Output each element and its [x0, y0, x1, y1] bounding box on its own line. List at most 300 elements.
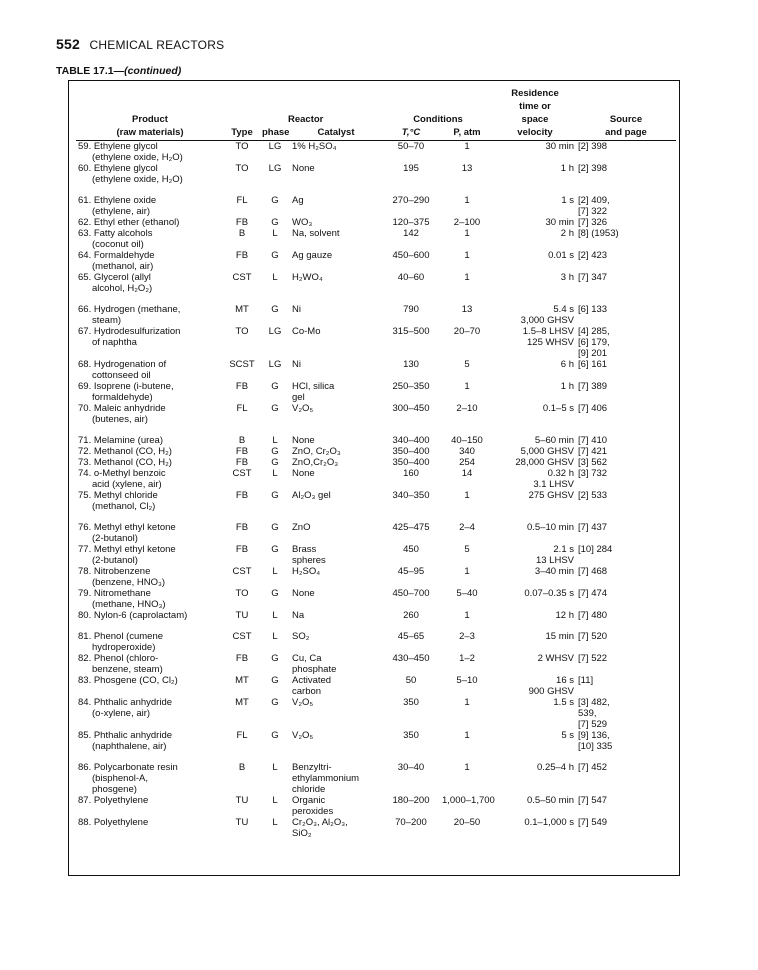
cell-product-line: 68. Hydrogenation of: [78, 359, 167, 370]
cell-pressure: 340: [459, 446, 475, 457]
table-label: TABLE 17.1: [56, 65, 114, 77]
cell-residence-line: 3,000 GHSV: [520, 315, 574, 326]
cell-phase: LG: [268, 326, 282, 337]
cell-residence-line: 5–60 min: [534, 435, 574, 446]
cell-source: [576, 653, 676, 675]
cell-catalyst: [290, 359, 382, 381]
cell-source: [576, 588, 676, 610]
cell-source: [576, 326, 676, 359]
cell-temperature: 50: [405, 675, 417, 686]
cell-residence-line: 1.5 s: [553, 697, 574, 708]
cell-type: MT: [235, 675, 249, 686]
cell-product-line: 81. Phenol (cumene: [78, 631, 164, 642]
cell-product-line: 65. Glycerol (allyl: [78, 272, 151, 283]
cell-pressure: 1: [464, 250, 470, 261]
cell-residence-line: 28,000 GHSV: [515, 457, 574, 468]
cell-source: [576, 425, 676, 446]
cell-catalyst-line: V₂O₅: [292, 403, 314, 414]
cell-source-line: [7] 529: [578, 719, 608, 730]
cell-type: B: [238, 228, 246, 239]
cell-product-line: (methanol, air): [92, 261, 154, 272]
cell-product-line: 71. Melamine (urea): [78, 435, 164, 446]
cell-product-line: (benzene, HNO₃): [92, 577, 166, 588]
table-row: [76, 272, 676, 294]
cell-source: [576, 730, 676, 752]
cell-product-line: 63. Fatty alcohols: [78, 228, 153, 239]
cell-source: [576, 250, 676, 272]
cell-source: [576, 752, 676, 795]
cell-catalyst: [290, 228, 382, 250]
cell-source-line: [2] 409,: [578, 195, 610, 206]
cell-residence-line: 15 min: [545, 631, 574, 642]
cell-catalyst: [290, 425, 382, 446]
cell-product-line: (ethylene oxide, H₂O): [92, 174, 183, 185]
cell-residence-line: 16 s: [556, 675, 574, 686]
table-row: [76, 675, 676, 697]
cell-temperature: 450–700: [392, 588, 430, 599]
cell-source: [576, 817, 676, 839]
cell-source-line: [7] 326: [578, 217, 608, 228]
cell-catalyst-line: Activated: [292, 675, 332, 686]
cell-source-line: [7] 437: [578, 522, 608, 533]
cell-source-line: [2] 398: [578, 163, 608, 174]
cell-product: [76, 621, 224, 653]
cell-pressure: 1: [464, 228, 470, 239]
cell-phase: G: [271, 381, 279, 392]
cell-source-line: [7] 452: [578, 762, 608, 773]
cell-product: [76, 544, 224, 566]
cell-temperature: 30–40: [397, 762, 425, 773]
cell-phase: G: [271, 250, 279, 261]
cell-pressure: 2–10: [456, 403, 478, 414]
table-row: [76, 457, 676, 468]
cell-catalyst-line: ZnO,Cr₂O₃: [292, 457, 339, 468]
cell-source-line: [6] 179,: [578, 337, 610, 348]
cell-type: TU: [235, 817, 249, 828]
cell-residence: [494, 141, 576, 164]
cell-type: FB: [235, 217, 249, 228]
table-row: [76, 730, 676, 752]
cell-residence: [494, 653, 576, 675]
cell-catalyst-line: Ag: [292, 195, 304, 206]
cell-residence-line: 6 h: [560, 359, 574, 370]
cell-product-line: steam): [92, 315, 122, 326]
cell-residence-line: 0.25–4 h: [537, 762, 574, 773]
cell-temperature: 315–500: [392, 326, 430, 337]
cell-catalyst: [290, 544, 382, 566]
cell-type: FB: [235, 653, 249, 664]
cell-temperature: 260: [403, 610, 419, 621]
cell-temperature: 350–400: [392, 446, 430, 457]
col-residence-line1: Residence: [511, 88, 559, 99]
cell-residence-line: 3 h: [560, 272, 574, 283]
cell-product-line: 73. Methanol (CO, H₂): [78, 457, 172, 468]
cell-product-line: (methane, HNO₃): [92, 599, 166, 610]
cell-phase: G: [271, 457, 279, 468]
cell-residence: [494, 566, 576, 588]
cell-product: [76, 675, 224, 697]
cell-residence: [494, 425, 576, 446]
cell-pressure: 1: [464, 697, 470, 708]
cell-product-line: (o-xylene, air): [92, 708, 151, 719]
col-residence-line2: time or: [519, 101, 551, 112]
cell-catalyst: [290, 403, 382, 425]
cell-residence: [494, 697, 576, 730]
col-source-line2: and page: [576, 127, 676, 141]
cell-product-line: 74. o-Methyl benzoic: [78, 468, 166, 479]
cell-phase: L: [272, 610, 278, 621]
cell-phase: G: [271, 403, 279, 414]
cell-phase: G: [271, 490, 279, 501]
cell-source: [576, 544, 676, 566]
cell-residence: [494, 250, 576, 272]
cell-type: TO: [235, 588, 249, 599]
cell-temperature: 425–475: [392, 522, 430, 533]
cell-product-line: 70. Maleic anhydride: [78, 403, 166, 414]
cell-phase: L: [272, 228, 278, 239]
cell-source-line: [7] 480: [578, 610, 608, 621]
table-row: [76, 228, 676, 250]
cell-residence-line: 0.1–5 s: [542, 403, 574, 414]
table-row: [76, 621, 676, 653]
cell-source: [576, 228, 676, 250]
cell-phase: G: [271, 217, 279, 228]
cell-source: [576, 610, 676, 621]
page-number: 552: [56, 36, 80, 52]
cell-catalyst-line: Ni: [292, 359, 301, 370]
cell-temperature: 340–350: [392, 490, 430, 501]
table-row: [76, 326, 676, 359]
table-row: [76, 817, 676, 839]
cell-product-line: (ethylene, air): [92, 206, 151, 217]
cell-temperature: 45–95: [397, 566, 425, 577]
cell-source-line: [3] 732: [578, 468, 608, 479]
cell-type: FB: [235, 522, 249, 533]
cell-product: [76, 795, 224, 817]
table-row: [76, 217, 676, 228]
cell-catalyst-line: V₂O₅: [292, 697, 314, 708]
cell-temperature: 40–60: [397, 272, 425, 283]
cell-source-line: [7] 522: [578, 653, 608, 664]
table-row: [76, 294, 676, 326]
cell-product-line: (naphthalene, air): [92, 741, 167, 752]
cell-product: [76, 446, 224, 457]
cell-catalyst: [290, 250, 382, 272]
cell-pressure: 2–4: [459, 522, 475, 533]
cell-product: [76, 359, 224, 381]
cell-product-line: 66. Hydrogen (methane,: [78, 304, 181, 315]
cell-type: FB: [235, 381, 249, 392]
cell-product-line: 72. Methanol (CO, H₂): [78, 446, 172, 457]
cell-product: [76, 294, 224, 326]
cell-type: CST: [232, 631, 252, 642]
cell-pressure: 1: [464, 566, 470, 577]
cell-source-line: [7] 547: [578, 795, 608, 806]
cell-source-line: [3] 482,: [578, 697, 610, 708]
col-conditions: Conditions: [413, 114, 463, 125]
cell-catalyst: [290, 468, 382, 490]
cell-product: [76, 185, 224, 217]
cell-source-line: [3] 562: [578, 457, 608, 468]
cell-residence: [494, 752, 576, 795]
cell-product-line: of naphtha: [92, 337, 137, 348]
cell-product: [76, 217, 224, 228]
cell-product-line: hydroperoxide): [92, 642, 156, 653]
cell-catalyst: [290, 141, 382, 164]
cell-phase: G: [271, 675, 279, 686]
cell-residence-line: 3–40 min: [534, 566, 574, 577]
table-row: [76, 566, 676, 588]
cell-source: [576, 468, 676, 490]
cell-catalyst: [290, 697, 382, 730]
col-product-line2: (raw materials): [76, 127, 224, 141]
cell-temperature: 180–200: [392, 795, 430, 806]
cell-catalyst-line: ZnO, Cr₂O₃: [292, 446, 341, 457]
cell-type: SCST: [229, 359, 255, 370]
cell-product-line: 78. Nitrobenzene: [78, 566, 151, 577]
table-head: [76, 88, 676, 141]
cell-temperature: 50–70: [397, 141, 425, 152]
cell-source-line: [6] 161: [578, 359, 608, 370]
cell-catalyst: [290, 490, 382, 512]
cell-source: [576, 381, 676, 403]
cell-residence-line: 2 WHSV: [537, 653, 574, 664]
cell-catalyst-line: None: [292, 163, 315, 174]
cell-residence-line: 0.5–50 min: [526, 795, 574, 806]
cell-product-line: (ethylene oxide, H₂O): [92, 152, 183, 163]
cell-residence: [494, 381, 576, 403]
cell-type: TO: [235, 326, 249, 337]
cell-pressure: 5: [464, 544, 470, 555]
cell-product: [76, 566, 224, 588]
cell-residence: [494, 359, 576, 381]
cell-catalyst-line: spheres: [292, 555, 326, 566]
cell-product: [76, 588, 224, 610]
cell-product-line: 59. Ethylene glycol: [78, 141, 158, 152]
cell-residence: [494, 512, 576, 544]
cell-residence-line: 3.1 LHSV: [533, 479, 574, 490]
cell-pressure: 20–50: [453, 817, 481, 828]
cell-residence-line: 1 h: [560, 381, 574, 392]
cell-residence: [494, 217, 576, 228]
cell-catalyst-line: Organic: [292, 795, 326, 806]
cell-source: [576, 359, 676, 381]
cell-catalyst-line: H₂SO₄: [292, 566, 321, 577]
cell-catalyst-line: peroxides: [292, 806, 334, 817]
cell-phase: L: [272, 817, 278, 828]
cell-phase: G: [271, 653, 279, 664]
cell-source: [576, 566, 676, 588]
running-header: [56, 36, 224, 52]
cell-catalyst-line: ethylammonium: [292, 773, 360, 784]
cell-product-line: 86. Polycarbonate resin: [78, 762, 178, 773]
cell-catalyst: [290, 381, 382, 403]
cell-residence-line: 1 s: [561, 195, 574, 206]
table-row: [76, 795, 676, 817]
cell-product-line: (methanol, Cl₂): [92, 501, 156, 512]
table-row: [76, 697, 676, 730]
cell-catalyst: [290, 730, 382, 752]
cell-product: [76, 163, 224, 185]
cell-catalyst-line: Co-Mo: [292, 326, 321, 337]
cell-product: [76, 610, 224, 621]
cell-residence: [494, 403, 576, 425]
table-row: [76, 141, 676, 164]
cell-product-line: (bisphenol-A,: [92, 773, 148, 784]
col-reactor: Reactor: [288, 114, 324, 125]
cell-catalyst: [290, 653, 382, 675]
cell-temperature: 70–200: [395, 817, 427, 828]
cell-source: [576, 446, 676, 457]
cell-residence-line: 1 h: [560, 163, 574, 174]
cell-product: [76, 752, 224, 795]
col-residence-line3: space: [521, 114, 549, 125]
cell-residence: [494, 457, 576, 468]
cell-catalyst-line: carbon: [292, 686, 322, 697]
cell-pressure: 2–3: [459, 631, 475, 642]
table-row: [76, 610, 676, 621]
cell-catalyst-line: Cr₂O₃, Al₂O₃,: [292, 817, 348, 828]
cell-type: FL: [236, 403, 248, 414]
cell-pressure: 5: [464, 359, 470, 370]
cell-product-line: 82. Phenol (chloro-: [78, 653, 159, 664]
cell-residence-line: 0.07–0.35 s: [524, 588, 574, 599]
cell-pressure: 5–10: [456, 675, 478, 686]
cell-catalyst-line: ZnO: [292, 522, 311, 533]
cell-product-line: formaldehyde): [92, 392, 153, 403]
cell-residence: [494, 817, 576, 839]
cell-source: [576, 403, 676, 425]
cell-residence-line: 5,000 GHSV: [520, 446, 574, 457]
cell-phase: G: [271, 522, 279, 533]
col-pressure: P, atm: [440, 127, 494, 141]
table-row: [76, 653, 676, 675]
cell-pressure: 1–2: [459, 653, 475, 664]
running-title: CHEMICAL REACTORS: [89, 38, 225, 52]
cell-catalyst: [290, 446, 382, 457]
cell-temperature: 45–65: [397, 631, 425, 642]
cell-source: [576, 217, 676, 228]
cell-temperature: 450: [403, 544, 419, 555]
cell-residence: [494, 544, 576, 566]
cell-product-line: 79. Nitromethane: [78, 588, 151, 599]
cell-source-line: [7] 347: [578, 272, 608, 283]
cell-product-line: acid (xylene, air): [92, 479, 162, 490]
cell-phase: LG: [268, 163, 282, 174]
cell-product: [76, 326, 224, 359]
table-row: [76, 468, 676, 490]
cell-product-line: 64. Formaldehyde: [78, 250, 155, 261]
cell-temperature: 340–400: [392, 435, 430, 446]
cell-residence: [494, 272, 576, 294]
cell-temperature: 300–450: [392, 403, 430, 414]
cell-type: FB: [235, 457, 249, 468]
cell-residence-line: 13 LHSV: [535, 555, 574, 566]
cell-product: [76, 697, 224, 730]
cell-type: TU: [235, 795, 249, 806]
cell-phase: G: [271, 588, 279, 599]
cell-product: [76, 228, 224, 250]
col-type: Type: [224, 127, 260, 141]
table-row: [76, 250, 676, 272]
cell-source-line: [7] 468: [578, 566, 608, 577]
cell-product-line: (2-butanol): [92, 533, 138, 544]
cell-catalyst: [290, 326, 382, 359]
table-row: [76, 425, 676, 446]
cell-source-line: [2] 398: [578, 141, 608, 152]
cell-product-line: 85. Phthalic anhydride: [78, 730, 173, 741]
cell-catalyst-line: 1% H₂SO₄: [292, 141, 337, 152]
cell-product: [76, 730, 224, 752]
cell-pressure: 1,000–1,700: [442, 795, 495, 806]
cell-product: [76, 457, 224, 468]
cell-catalyst-line: WO₃: [292, 217, 313, 228]
cell-catalyst-line: V₂O₅: [292, 730, 314, 741]
cell-catalyst-line: Na, solvent: [292, 228, 340, 239]
table-continued: —(continued): [113, 65, 182, 77]
cell-product-line: alcohol, H₂O₂): [92, 283, 153, 294]
cell-source-line: [7] 421: [578, 446, 608, 457]
cell-source: [576, 490, 676, 512]
table-row: [76, 403, 676, 425]
reactor-table: [76, 88, 676, 839]
cell-phase: L: [272, 435, 278, 446]
cell-pressure: 14: [461, 468, 473, 479]
cell-product-line: 87. Polyethylene: [78, 795, 149, 806]
table-row: [76, 163, 676, 185]
cell-catalyst: [290, 817, 382, 839]
cell-pressure: 13: [461, 304, 473, 315]
cell-source: [576, 163, 676, 185]
cell-source-line: [7] 549: [578, 817, 608, 828]
cell-residence-line: 30 min: [545, 217, 574, 228]
cell-catalyst-line: Na: [292, 610, 305, 621]
cell-pressure: 254: [459, 457, 475, 468]
cell-residence: [494, 795, 576, 817]
table-row: [76, 359, 676, 381]
cell-residence: [494, 185, 576, 217]
cell-temperature: 130: [403, 359, 419, 370]
cell-residence-line: 900 GHSV: [528, 686, 574, 697]
cell-source-line: [7] 474: [578, 588, 608, 599]
cell-temperature: 430–450: [392, 653, 430, 664]
cell-catalyst: [290, 588, 382, 610]
cell-type: FL: [236, 730, 248, 741]
cell-phase: G: [271, 697, 279, 708]
cell-source-line: 539,: [578, 708, 597, 719]
cell-pressure: 1: [464, 141, 470, 152]
cell-residence-line: 0.32 h: [547, 468, 574, 479]
cell-residence: [494, 326, 576, 359]
table-row: [76, 512, 676, 544]
cell-residence: [494, 621, 576, 653]
cell-residence-line: 2.1 s: [553, 544, 574, 555]
cell-source-line: [10] 284: [578, 544, 613, 555]
cell-source: [576, 141, 676, 164]
cell-product-line: 88. Polyethylene: [78, 817, 149, 828]
cell-type: FB: [235, 250, 249, 261]
col-source-line1: Source: [609, 114, 643, 125]
cell-catalyst: [290, 163, 382, 185]
cell-product-line: cottonseed oil: [92, 370, 151, 381]
table-row: [76, 490, 676, 512]
cell-source-line: [6] 133: [578, 304, 608, 315]
cell-product: [76, 817, 224, 839]
cell-temperature: 450–600: [392, 250, 430, 261]
cell-catalyst-line: Cu, Ca: [292, 653, 322, 664]
cell-catalyst: [290, 294, 382, 326]
cell-type: CST: [232, 468, 252, 479]
